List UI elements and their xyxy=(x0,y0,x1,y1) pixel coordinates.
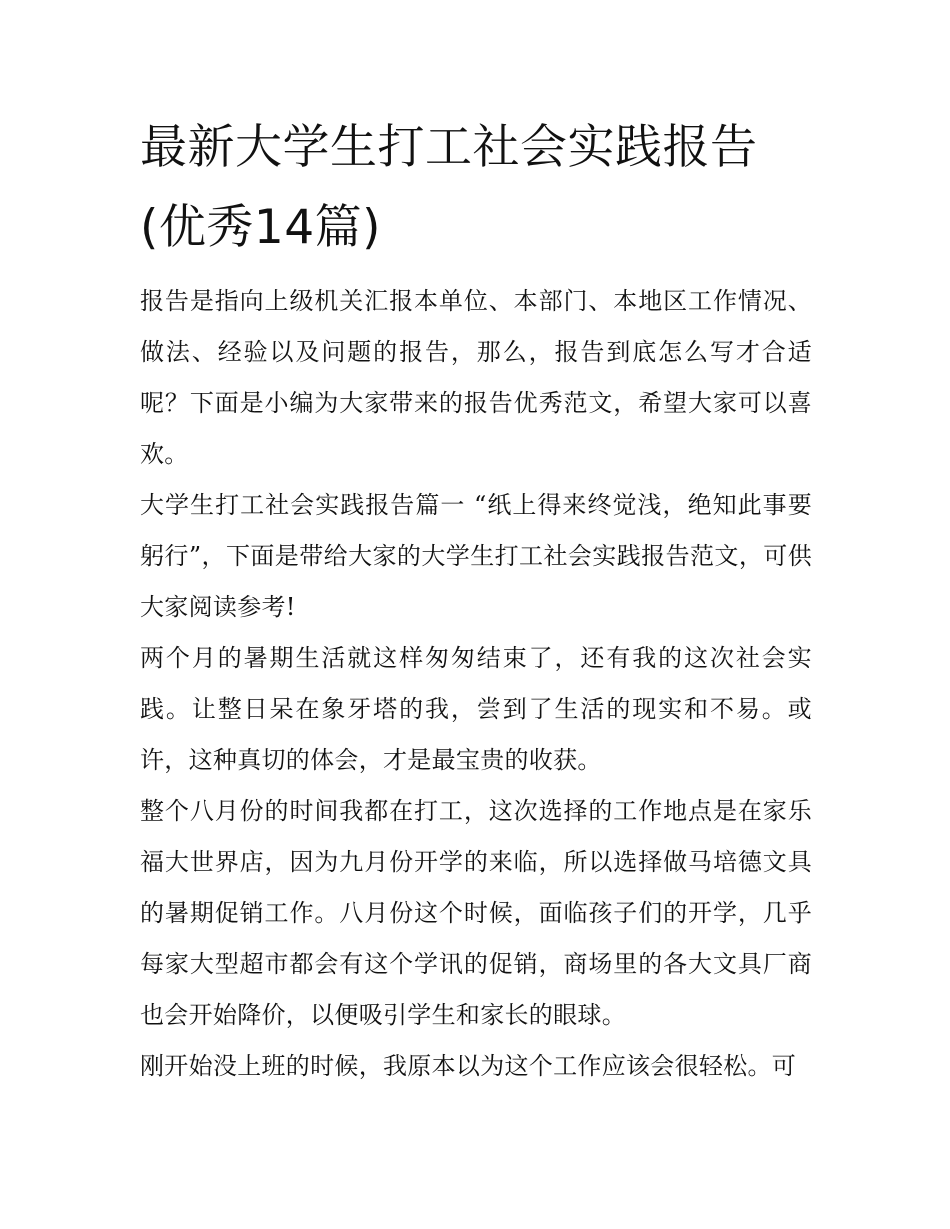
document-body xyxy=(140,276,812,1092)
paragraph-part-one: 大学生打工社会实践报告篇一 “纸上得来终觉浅，绝知此事要躬行”，下面是带给大家的大学生打工社会实践报告范文，可供大家阅读参考! xyxy=(140,491,812,621)
paragraph-august-work: 整个八月份的时间我都在打工，这次选择的工作地点是在家乐福大世界店，因为九月份开学的来临，所以选择做马培德文具的暑期促销工作。八月份这个时候，面临孩子们的开学，几乎每家大型超市都会有这个学讯的促销，商场里的各大文具厂商也会开始降价，以便吸引学生和家长的眼球。 xyxy=(140,797,812,1029)
paragraph-summer: 两个月的暑期生活就这样匆匆结束了，还有我的这次社会实践。让整日呆在象牙塔的我，尝到了生活的现实和不易。或许，这种真切的体会，才是最宝贵的收获。 xyxy=(140,644,812,774)
paragraph-intro: 报告是指向上级机关汇报本单位、本部门、本地区工作情况、做法、经验以及问题的报告，那么，报告到底怎么写才合适呢？下面是小编为大家带来的报告优秀范文，希望大家可以喜欢。 xyxy=(140,287,812,468)
document-title: 最新大学生打工社会实践报告(优秀14篇) xyxy=(140,120,758,255)
paragraph-beginning: 刚开始没上班的时候，我原本以为这个工作应该会很轻松。可 xyxy=(140,1052,797,1080)
